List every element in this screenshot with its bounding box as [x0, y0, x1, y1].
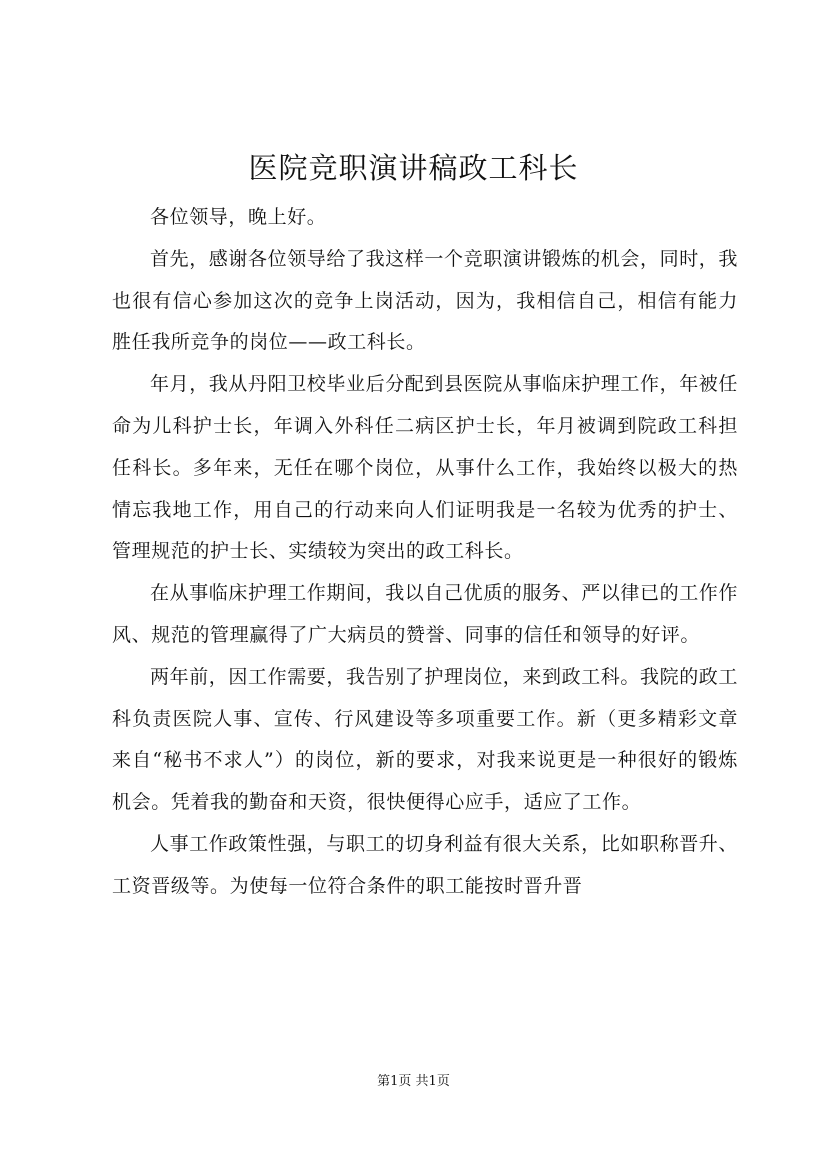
document-body	[112, 197, 738, 908]
page-number-label: 第1页 共1页	[377, 1074, 450, 1089]
paragraph-greeting: 各位领导，晚上好。	[150, 206, 327, 228]
paragraph-intro: 首先，感谢各位领导给了我这样一个竞职演讲锻炼的机会，同时，我也很有信心参加这次的竞争上岗活动，因为，我相信自己，相信有能力胜任我所竞争的岗位——政工科长。	[112, 247, 739, 354]
paragraph-nursing: 在从事临床护理工作期间，我以自己优质的服务、严以律已的工作作风、规范的管理赢得了广大病员的赞誉、同事的信任和领导的好评。	[112, 582, 739, 646]
paragraph-personnel: 人事工作政策性强，与职工的切身利益有很大关系，比如职称晋升、工资晋级等。为使每一位符合条件的职工能按时晋升晋	[112, 832, 739, 897]
document-title: 医院竞职演讲稿政工科长	[248, 151, 579, 185]
paragraph-political-dept: 两年前，因工作需要，我告别了护理岗位，来到政工科。我院的政工科负责医院人事、宣传、行风建设等多项重要工作。新（更多精彩文章来自“秘书不求人”）的岗位，新的要求，对我来说更是一种很好的锻炼机会。凭着我的勤奋和天资，很快便得心应手，适应了工作。	[112, 665, 739, 814]
page-footer	[0, 1073, 827, 1091]
paragraph-career: 年月，我从丹阳卫校毕业后分配到县医院从事临床护理工作，年被任命为儿科护士长，年调入外科任二病区护士长，年月被调到院政工科担任科长。多年来，无任在哪个岗位，从事什么工作，我始终以极大的热情忘我地工作，用自己的行动来向人们证明我是一名较为优秀的护士、管理规范的护士长、实绩较为突出的政工科长。	[112, 373, 739, 563]
